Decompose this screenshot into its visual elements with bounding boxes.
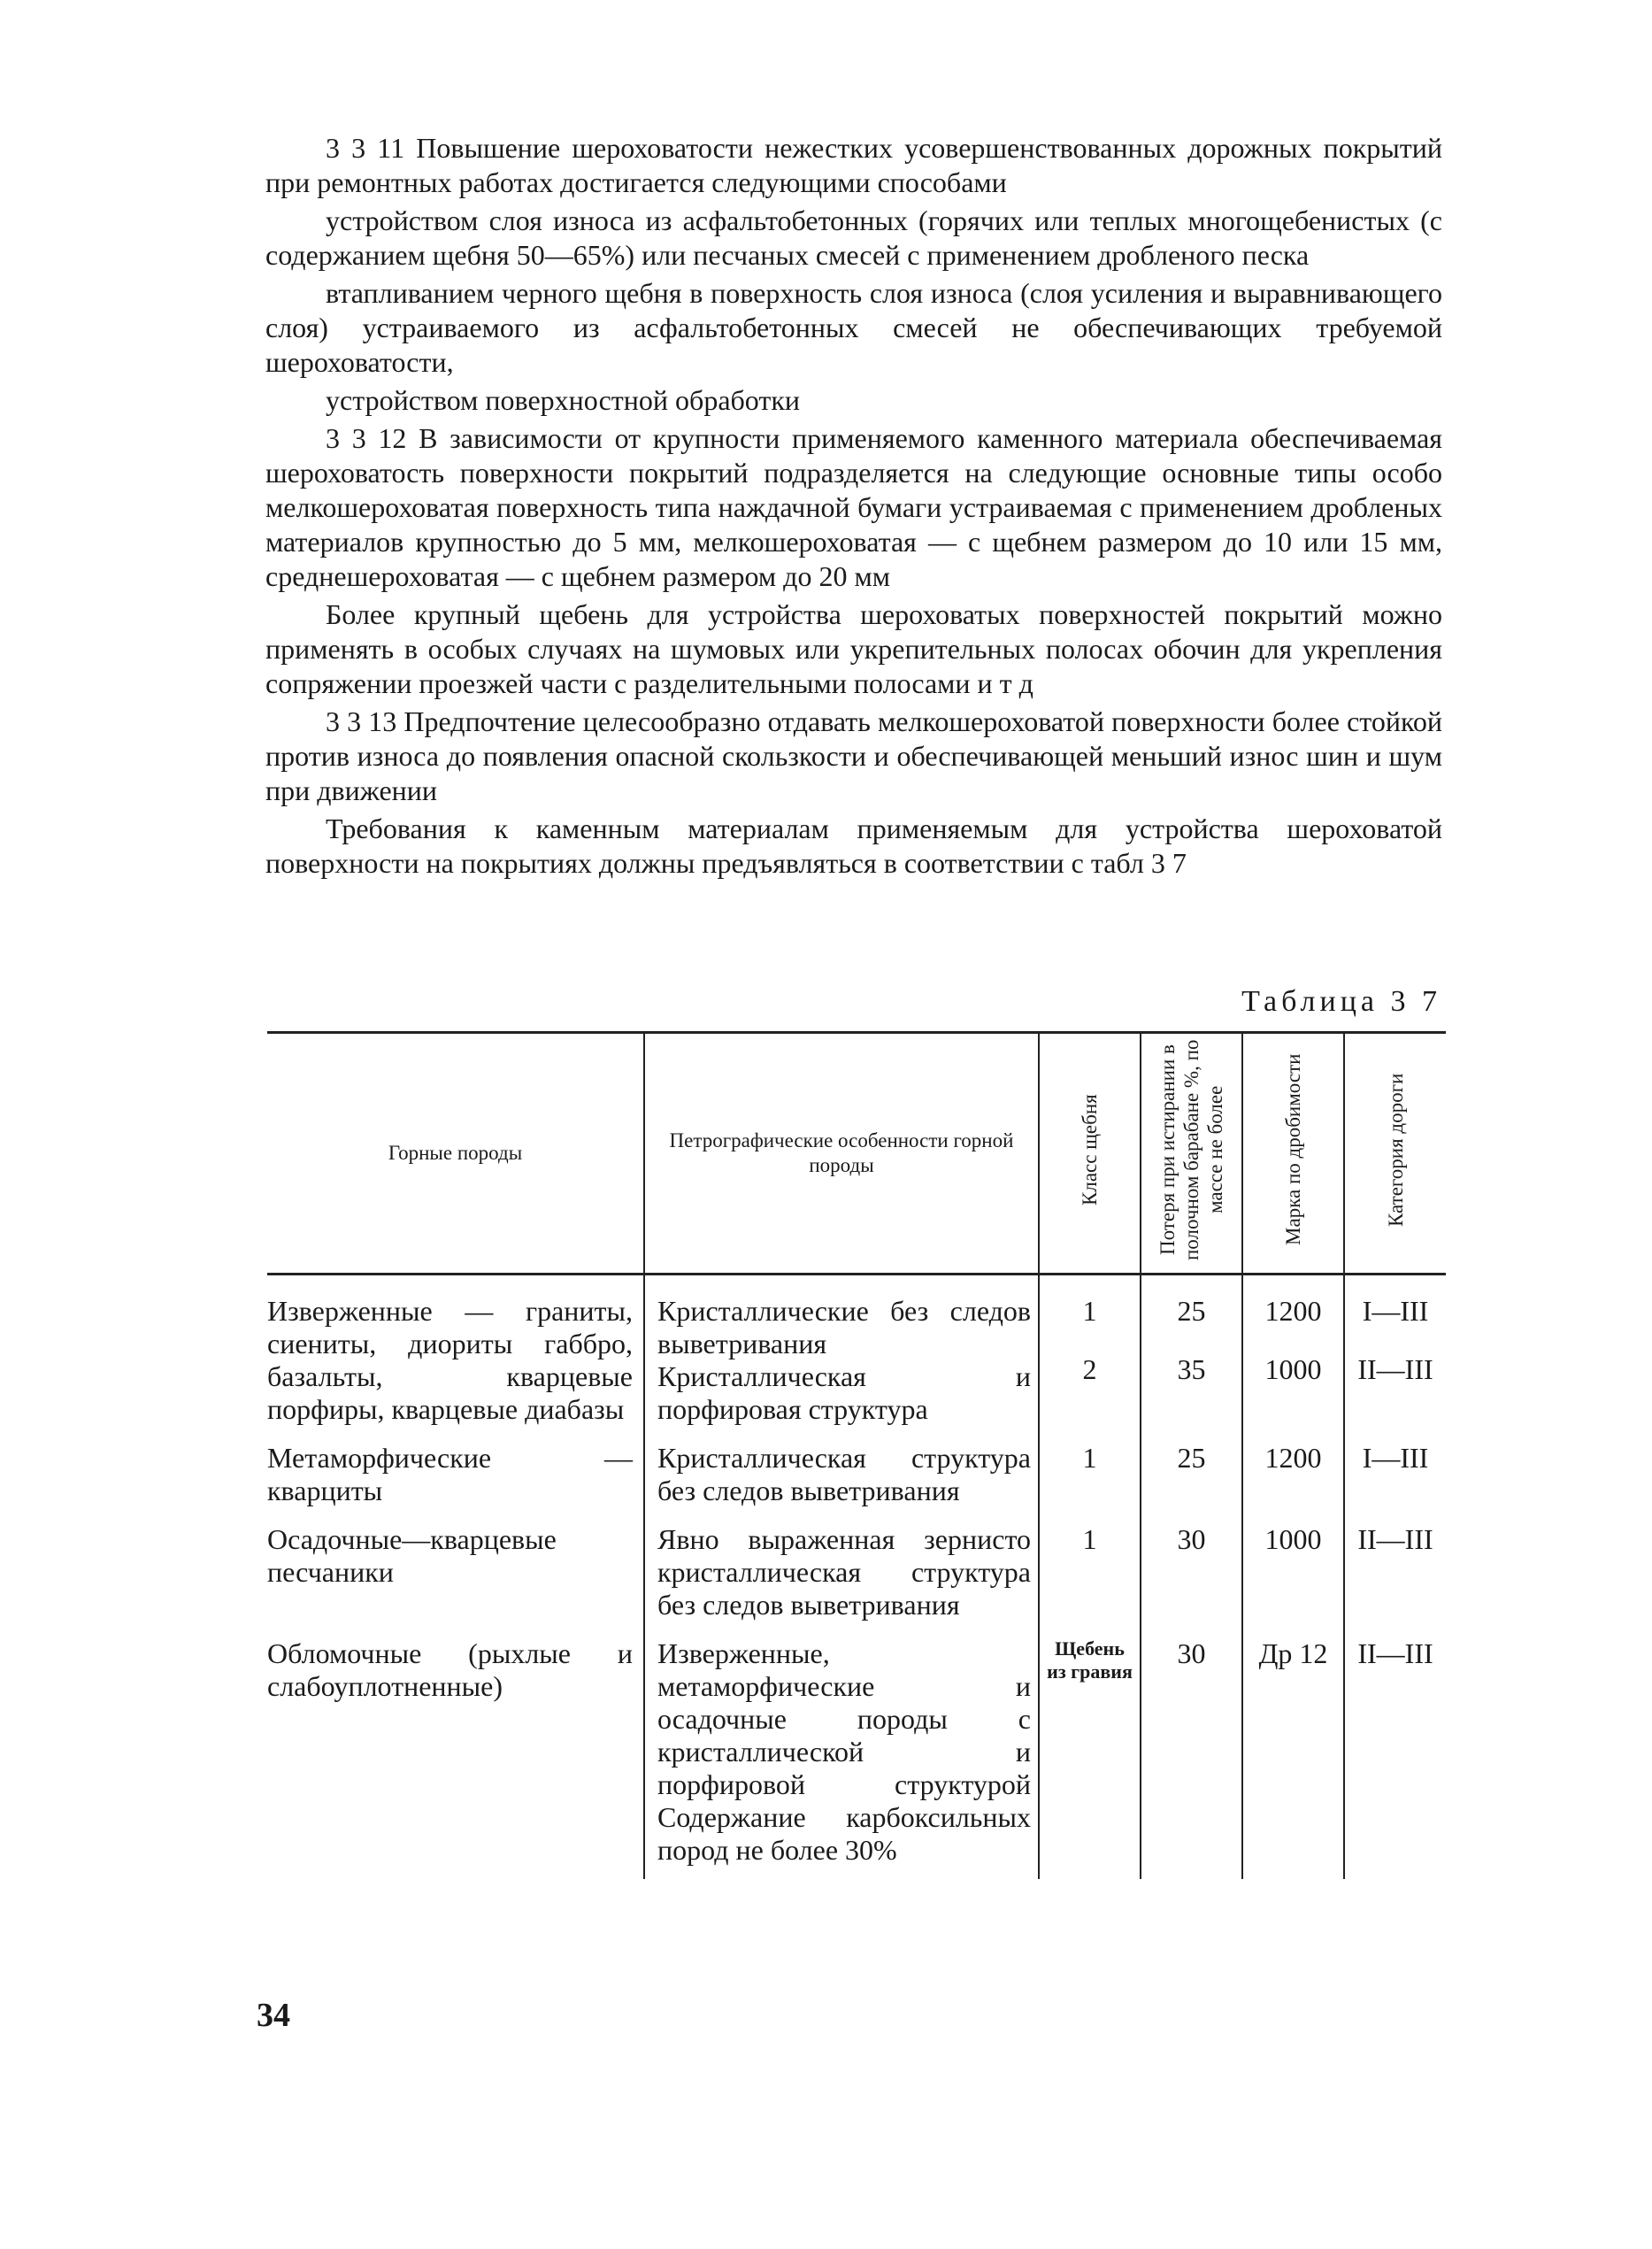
- grade-cell: 1000: [1242, 1520, 1344, 1634]
- grade-value: 1000: [1264, 1353, 1322, 1385]
- loss-cell: [1141, 1275, 1242, 1439]
- header-rock: [267, 1033, 644, 1275]
- header-rock-label: Горные породы: [388, 1142, 523, 1164]
- loss-value: 35: [1177, 1353, 1206, 1385]
- grade-cell: [1242, 1275, 1344, 1439]
- rock-name-cell: Обломочные (рыхлые и слабоуплотненные): [267, 1637, 633, 1702]
- loss-value: 25: [1177, 1295, 1206, 1327]
- table-row: [267, 1275, 1446, 1439]
- class-cell: 1: [1039, 1438, 1141, 1520]
- rock-name-cell: Метаморфические — кварциты: [267, 1442, 633, 1506]
- class-cell: [1039, 1275, 1141, 1439]
- category-cell: [1344, 1275, 1446, 1439]
- paragraph-3-3-12: 3 3 12 В зависимости от крупности применяемого каменного материала обеспечиваемая шероховатость поверхности покрытий подразделяется на следующие основные типы особо мелкошероховатая поверхность типа наждачной бумаги устраиваемая с применением дробленых материалов крупностью до 5 мм, мелкошероховатая — с щебнем размером до 10 или 15 мм, среднешероховатая — с щебнем размером до 20 мм: [265, 422, 1442, 592]
- paragraph-requirements: Требования к каменным материалам применяемым для устройства шероховатой поверхности на покрытиях должны предъявляться в соответствии с табл 3 7: [265, 813, 1442, 879]
- header-grade-label: Марка по дробимости: [1282, 1053, 1304, 1246]
- header-grade: [1242, 1033, 1344, 1275]
- grade-cell: Др 12: [1242, 1634, 1344, 1879]
- rock-requirements-table: [267, 1031, 1446, 1879]
- paragraph-3-3-11: 3 3 11 Повышение шероховатости нежестких усовершенствованных дорожных покрытий при ремонтных работах достигается следующими способами: [265, 132, 1442, 198]
- feature-text: Кристаллическая структура без следов выветривания: [657, 1442, 1031, 1506]
- table-header-row: [267, 1033, 1446, 1275]
- table-row: [267, 1520, 1446, 1634]
- paragraph-list-item-1: устройством слоя износа из асфальтобетонных (горячих или теплых многощебенистых (с содержанием щебня 50—65%) или песчаных смесей с применением дробленого песка: [265, 204, 1442, 271]
- category-cell: II—III: [1344, 1634, 1446, 1879]
- table-row: [267, 1438, 1446, 1520]
- features-cell: [644, 1438, 1039, 1520]
- class-cell: Щебень из гравия: [1039, 1634, 1141, 1879]
- feature-text: Явно выраженная зернисто кристаллическая структура без следов выветривания: [657, 1523, 1031, 1621]
- paragraph-list-item-2: втапливанием черного щебня в поверхность слоя износа (слоя усиления и выравнивающего слоя) устраиваемого из асфальтобетонных смесей не обеспечивающих требуемой шероховатости,: [265, 277, 1442, 378]
- category-cell: II—III: [1344, 1520, 1446, 1634]
- body-text: [265, 131, 1442, 884]
- table-row: [267, 1634, 1446, 1879]
- feature-text: Изверженные, метаморфические и осадочные породы с кристаллической и порфировой структурой Содержание карбоксильных пород не более 30%: [657, 1637, 1031, 1866]
- paragraph-list-item-3: устройством поверхностной обработки: [326, 384, 801, 416]
- category-value: II—III: [1357, 1353, 1433, 1385]
- loss-cell: 30: [1141, 1520, 1242, 1634]
- header-category: [1344, 1033, 1446, 1275]
- features-cell: [644, 1520, 1039, 1634]
- features-cell: [644, 1634, 1039, 1879]
- header-class-label: Класс щебня: [1079, 1094, 1101, 1205]
- category-value: I—III: [1362, 1295, 1429, 1327]
- header-petrography: [644, 1033, 1039, 1275]
- feature-text: Кристаллическая и порфировая структура: [657, 1360, 1031, 1425]
- feature-text: Кристаллические без следов выветривания: [657, 1295, 1031, 1359]
- category-cell: I—III: [1344, 1438, 1446, 1520]
- grade-cell: 1200: [1242, 1438, 1344, 1520]
- header-loss-label: Потеря при истирании в полочном барабане %, по массе не более: [1156, 1039, 1226, 1260]
- header-class: [1039, 1033, 1141, 1275]
- table-caption: Таблица 3 7: [1241, 985, 1441, 1018]
- rock-name-cell: Изверженные — граниты, сиениты, диориты габбро, базальты, кварцевые порфиры, кварцевые диабазы: [267, 1295, 633, 1425]
- class-value: 1: [1082, 1295, 1097, 1327]
- loss-cell: 25: [1141, 1438, 1242, 1520]
- paragraph-3-3-13: 3 3 13 Предпочтение целесообразно отдавать мелкошероховатой поверхности более стойкой против износа до появления опасной скользкости и обеспечивающей меньший износ шин и шум при движении: [265, 705, 1442, 806]
- paragraph-coarse-aggregate: Более крупный щебень для устройства шероховатых поверхностей покрытий можно применять в особых случаях на шумовых или укрепительных полосах обочин для укрепления сопряжении проезжей части с разделительными полосами и т д: [265, 598, 1442, 699]
- header-petrography-label: Петрографические особенности горной породы: [669, 1129, 1014, 1176]
- rock-name-cell: Осадочные—кварцевые песчаники: [267, 1523, 557, 1588]
- header-loss: [1141, 1033, 1242, 1275]
- class-value: 2: [1082, 1353, 1097, 1385]
- header-category-label: Категория дороги: [1384, 1073, 1407, 1227]
- page-number: 34: [257, 1997, 290, 2034]
- loss-cell: 30: [1141, 1634, 1242, 1879]
- grade-value: 1200: [1264, 1295, 1322, 1327]
- features-cell: [644, 1275, 1039, 1439]
- class-cell: 1: [1039, 1520, 1141, 1634]
